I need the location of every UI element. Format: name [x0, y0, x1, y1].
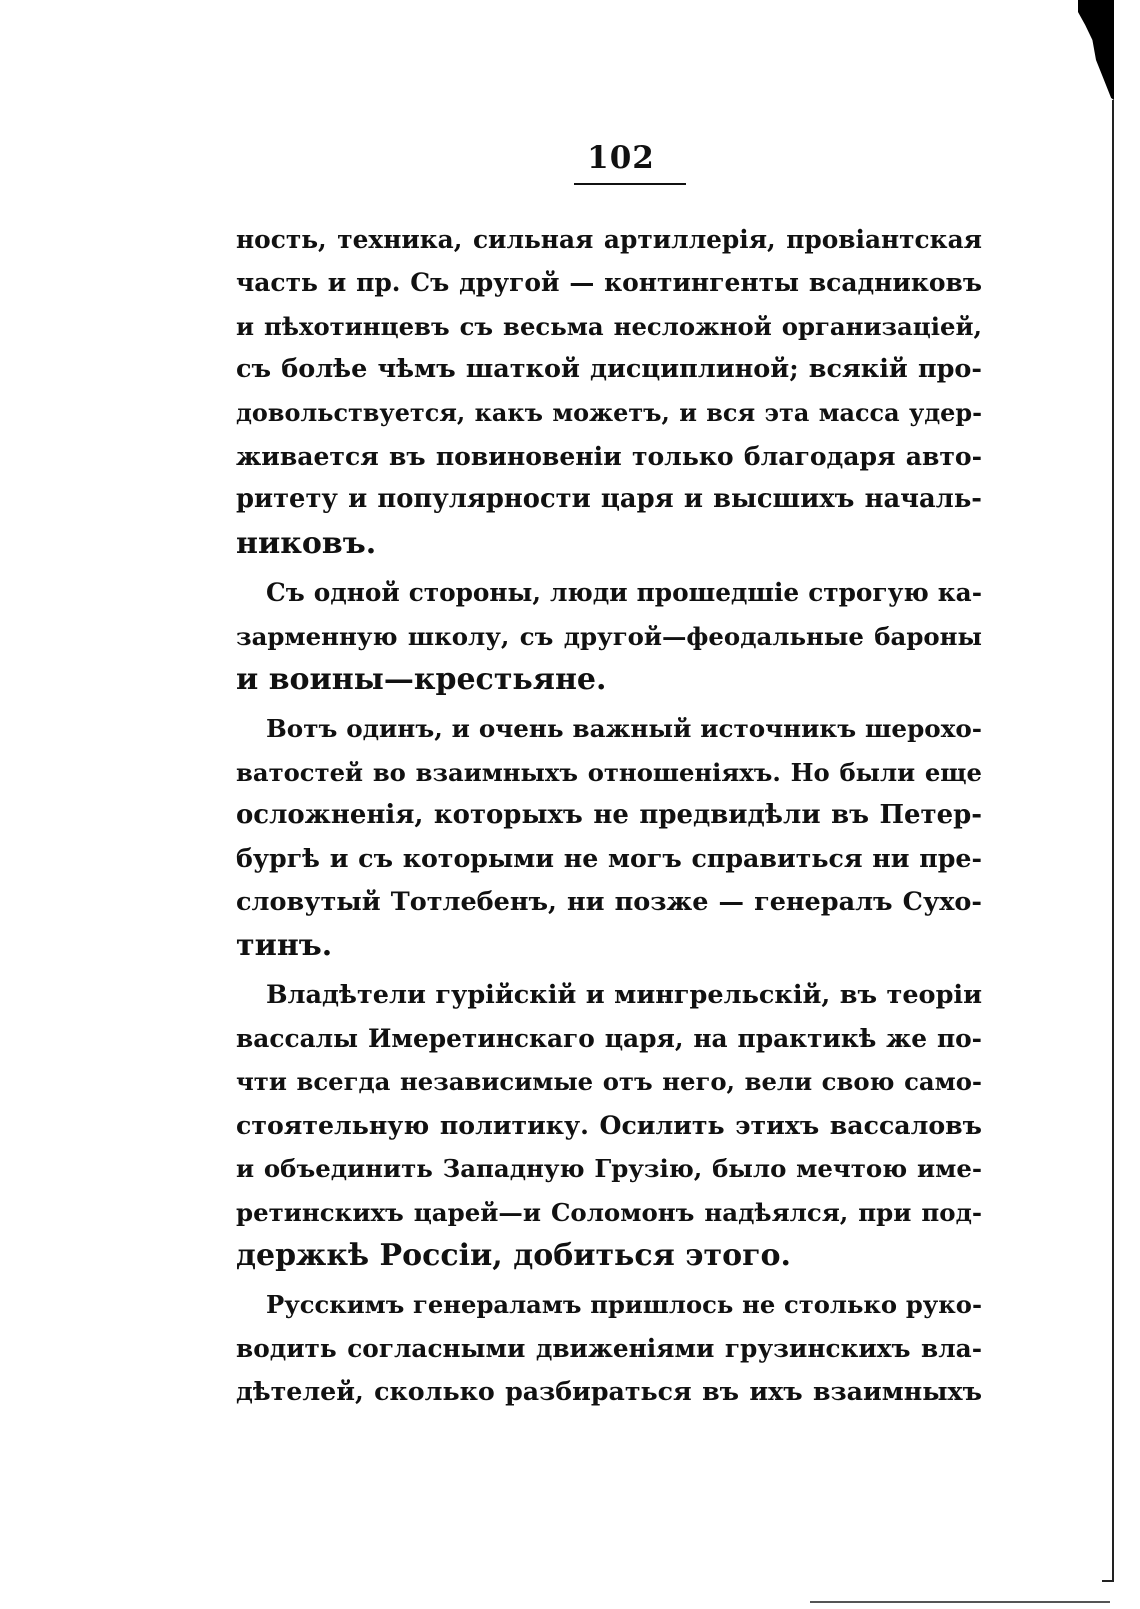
body-text — [236, 218, 982, 1414]
text-line: чти всегда независимые отъ него, вели свою само- — [236, 1067, 982, 1097]
paragraph-3 — [236, 707, 982, 967]
paragraph-1 — [236, 218, 982, 565]
text-line: Вотъ одинъ, и очень важный источникъ шерохо- — [266, 714, 982, 744]
text-line: часть и пр. Съ другой — контингенты всадниковъ — [236, 268, 982, 298]
text-line: вассалы Имеретинскаго царя, на практикѣ же по- — [236, 1024, 982, 1054]
text-line: и объединить Западную Грузію, было мечтою име- — [236, 1154, 982, 1184]
text-line: ритету и популярности царя и высшихъ началь- — [236, 484, 982, 515]
text-line: Съ одной стороны, люди прошедшіе строгую ка- — [266, 578, 982, 608]
scan-edge-line — [1112, 100, 1114, 1500]
text-line: ватостей во взаимныхъ отношеніяхъ. Но были еще — [236, 757, 982, 787]
scan-bottom-edge — [810, 1601, 1110, 1603]
text-line: и пѣхотинцевъ съ весьма несложной организаціей, — [236, 311, 982, 341]
text-line: Русскимъ генераламъ пришлось не столько руко- — [266, 1290, 982, 1320]
text-line: никовъ. — [236, 525, 377, 561]
text-line: словутый Тотлебенъ, ни позже — генералъ Сухо- — [236, 886, 982, 917]
text-line: зарменную школу, съ другой—феодальные бароны — [236, 621, 982, 651]
paragraph-2 — [236, 571, 982, 701]
text-line: водить согласными движеніями грузинскихъ вла- — [236, 1333, 982, 1363]
text-line: тинъ. — [236, 928, 333, 964]
scan-edge-notch — [1078, 0, 1114, 100]
page-number-rule — [574, 183, 686, 185]
scan-edge — [1106, 0, 1140, 1609]
text-line: бургѣ и съ которыми не могъ справиться ни пре- — [236, 843, 982, 874]
scan-edge-hook — [1102, 1500, 1114, 1582]
page-number: 102 — [587, 140, 655, 176]
text-line: живается въ повиновеніи только благодаря авто- — [236, 440, 982, 471]
text-line: довольствуется, какъ можетъ, и вся эта масса удер- — [236, 398, 982, 427]
text-line: стоятельную политику. Осилить этихъ вассаловъ — [236, 1109, 982, 1140]
text-line: и воины—крестьяне. — [236, 661, 607, 697]
text-line: дѣтелей, сколько разбираться въ ихъ взаимныхъ — [236, 1376, 982, 1407]
paragraph-4 — [236, 974, 982, 1278]
text-line: съ болѣе чѣмъ шаткой дисциплиной; всякій про- — [236, 354, 982, 385]
text-line: осложненія, которыхъ не предвидѣли въ Петер- — [236, 800, 982, 831]
text-line: Владѣтели гурійскій и мингрельскій, въ теоріи — [266, 979, 982, 1010]
text-line: ретинскихъ царей—и Соломонъ надѣялся, при под- — [236, 1197, 982, 1227]
text-line: держкѣ Россіи, добиться этого. — [236, 1237, 791, 1273]
text-line: ность, техника, сильная артиллерія, провіантская — [236, 225, 982, 254]
paragraph-5 — [236, 1283, 982, 1413]
